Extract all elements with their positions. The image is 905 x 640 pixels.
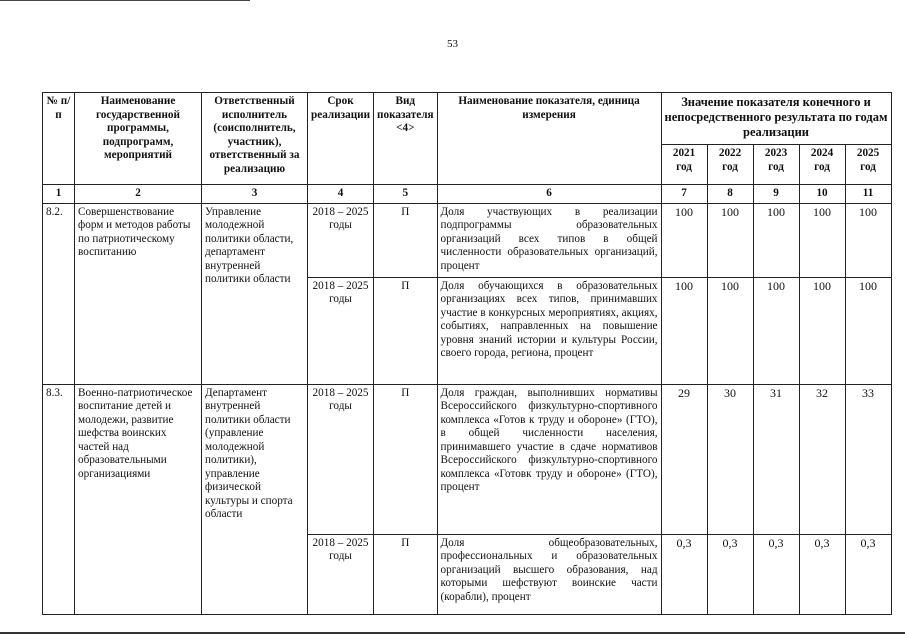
header-year: 2024 год xyxy=(799,145,845,185)
column-number: 4 xyxy=(308,185,374,204)
indicator-table xyxy=(42,92,892,615)
value-2022: 100 xyxy=(707,277,753,384)
column-number: 8 xyxy=(707,185,753,204)
header-program: Наименование государственной программы, подпрограмм, мероприятий xyxy=(75,93,202,185)
column-number: 10 xyxy=(799,185,845,204)
value-2024: 100 xyxy=(799,203,845,277)
term: 2018 – 2025 годы xyxy=(308,384,374,534)
column-number: 2 xyxy=(75,185,202,204)
header-indicator: Наименование показателя, единица измерения xyxy=(437,93,661,185)
section-number: 8.3. xyxy=(43,384,75,614)
value-2021: 0,3 xyxy=(661,534,707,614)
measure-name: Совершенствование форм и методов работы по патриотическому воспитанию xyxy=(75,203,202,384)
indicator-type: П xyxy=(374,534,438,614)
value-2022: 30 xyxy=(707,384,753,534)
column-number: 6 xyxy=(437,185,661,204)
value-2024: 100 xyxy=(799,277,845,384)
term: 2018 – 2025 годы xyxy=(308,277,374,384)
value-2024: 32 xyxy=(799,384,845,534)
section-number: 8.2. xyxy=(43,203,75,384)
table-row xyxy=(43,203,892,277)
indicator-name: Доля граждан, выполнивших нормативы Всероссийского физкультурно-спортивного комплекса «Готов к труду и обороне» (ГТО), в общей численности населения, принимавшего участие в сдаче нормативов Всероссийского физкультурно-спортивного комплекса «Готовк труду и обороне» (ГТО), процент xyxy=(437,384,661,534)
header-type: Вид показателя <4> xyxy=(374,93,438,185)
header-year: 2021 год xyxy=(661,145,707,185)
header-year: 2022 год xyxy=(707,145,753,185)
column-number: 1 xyxy=(43,185,75,204)
value-2025: 33 xyxy=(845,384,891,534)
indicator-type: П xyxy=(374,203,438,277)
value-2025: 100 xyxy=(845,277,891,384)
indicator-name: Доля участвующих в реализации подпрограммы образовательных организаций всех типов в общей численности образовательных организаций, процент xyxy=(437,203,661,277)
value-2021: 100 xyxy=(661,203,707,277)
column-number: 3 xyxy=(202,185,308,204)
value-2023: 100 xyxy=(753,277,799,384)
indicator-type: П xyxy=(374,384,438,534)
executor: Управление молодежной политики области, департамент внутренней политики области xyxy=(202,203,308,384)
term: 2018 – 2025 годы xyxy=(308,534,374,614)
indicator-name: Доля общеобразовательных, профессиональных и образовательных организаций высшего образования, над которыми шефствуют воинские части (корабли), процент xyxy=(437,534,661,614)
top-rule xyxy=(0,0,250,1)
column-number-row xyxy=(43,185,892,204)
value-2021: 29 xyxy=(661,384,707,534)
header-year: 2025 год xyxy=(845,145,891,185)
header-executor: Ответственный исполнитель (соисполнитель, участник), ответственный за реализацию xyxy=(202,93,308,185)
measure-name: Военно-патриотическое воспитание детей и молодежи, развитие шефства воинских частей над образовательными организациями xyxy=(75,384,202,614)
value-2022: 0,3 xyxy=(707,534,753,614)
value-2023: 100 xyxy=(753,203,799,277)
column-number: 5 xyxy=(374,185,438,204)
indicator-name: Доля обучающихся в образовательных организациях всех типов, принимавших участие в конкурсных мероприятиях, акциях, событиях, направленных на повышение уровня знаний истории и культуры России, своего города, региона, процент xyxy=(437,277,661,384)
bottom-rule xyxy=(0,632,905,634)
column-number: 7 xyxy=(661,185,707,204)
page-number: 53 xyxy=(447,38,458,50)
value-2023: 31 xyxy=(753,384,799,534)
column-number: 11 xyxy=(845,185,891,204)
value-2025: 100 xyxy=(845,203,891,277)
header-num: № п/п xyxy=(43,93,75,185)
value-2022: 100 xyxy=(707,203,753,277)
value-2024: 0,3 xyxy=(799,534,845,614)
header-term: Срок реализации xyxy=(308,93,374,185)
value-2021: 100 xyxy=(661,277,707,384)
value-2023: 0,3 xyxy=(753,534,799,614)
executor: Департамент внутренней политики области (управление молодежной политики), управление физической культуры и спорта области xyxy=(202,384,308,614)
term: 2018 – 2025 годы xyxy=(308,203,374,277)
indicator-type: П xyxy=(374,277,438,384)
value-2025: 0,3 xyxy=(845,534,891,614)
column-number: 9 xyxy=(753,185,799,204)
header-values-group: Значение показателя конечного и непосредственного результата по годам реализации xyxy=(661,93,891,145)
header-year: 2023 год xyxy=(753,145,799,185)
table-row xyxy=(43,384,892,534)
